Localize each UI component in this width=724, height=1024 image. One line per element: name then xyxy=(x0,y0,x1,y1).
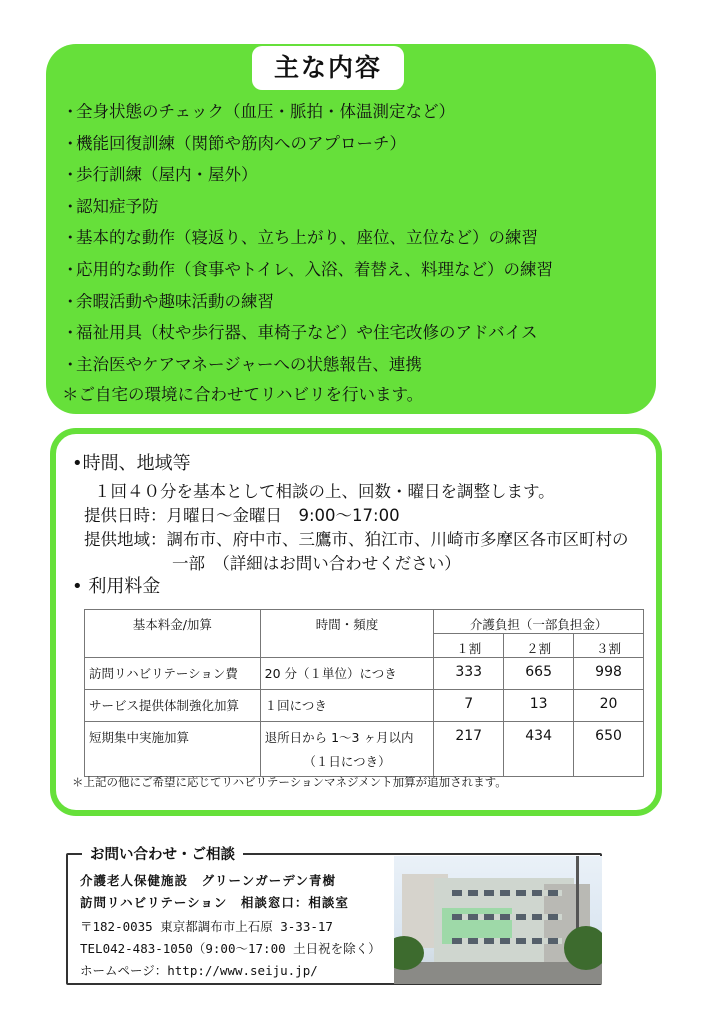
building-photo xyxy=(394,856,602,984)
contact-dept: 訪問リハビリテーション 相談窓口：相談室 xyxy=(80,895,349,910)
list-item: ・認知症予防 xyxy=(62,196,159,216)
schedule-text: １回４０分を基本として相談の上、回数・曜日を調整します。 xyxy=(94,482,555,501)
fee-header-freq: 時間・頻度 xyxy=(260,610,434,658)
main-content-title: 主な内容 xyxy=(252,46,404,90)
table-row: サービス提供体制強化加算 １回につき 7 13 20 xyxy=(85,690,644,722)
fee-heading: • 利用料金 xyxy=(72,576,161,597)
fee-header-burden: 介護負担（一部負担金） xyxy=(434,610,644,634)
homepage-link[interactable]: ホームページ：http://www.seiju.jp/ xyxy=(80,963,318,978)
list-item: ・基本的な動作（寝返り、立ち上がり、座位、立位など）の練習 xyxy=(62,228,538,248)
list-item: ・主治医やケアマネージャーへの状態報告、連携 xyxy=(62,354,422,374)
phone: TEL042-483-1050（9:00～17:00 土日祝を除く） xyxy=(80,941,381,956)
list-item: ・応用的な動作（食事やトイレ、入浴、着替え、料理など）の練習 xyxy=(62,259,554,279)
table-row: 訪問リハビリテーション費 20 分（１単位）につき 333 665 998 xyxy=(85,658,644,690)
list-item: ・福祉用具（杖や歩行器、車椅子など）や住宅改修のアドバイス xyxy=(62,323,538,343)
fee-note: ＊上記の他にご希望に応じてリハビリテーションマネジメント加算が追加されます。 xyxy=(72,775,507,789)
main-content-note: ＊ご自宅の環境に合わせてリハビリを行います。 xyxy=(62,385,424,405)
service-area-cont: 一部 （詳細はお問い合わせください） xyxy=(172,554,461,573)
fee-header-20: ２割 xyxy=(504,634,574,658)
contact-title: お問い合わせ・ご相談 xyxy=(82,843,243,864)
list-item: ・機能回復訓練（関節や筋肉へのアプローチ） xyxy=(62,133,406,153)
fee-header-base: 基本料金/加算 xyxy=(85,610,261,658)
address: 〒182-0035 東京都調布市上石原 3-33-17 xyxy=(80,919,333,934)
fee-header-30: ３割 xyxy=(574,634,644,658)
time-area-heading: •時間、地域等 xyxy=(72,453,191,474)
list-item: ・歩行訓練（屋内・屋外） xyxy=(62,165,258,185)
service-hours: 提供日時：月曜日～金曜日 9:00～17:00 xyxy=(84,506,400,525)
service-area: 提供地域：調布市、府中市、三鷹市、狛江市、川崎市多摩区各市区町村の xyxy=(84,530,629,549)
fee-table xyxy=(84,609,644,777)
list-item: ・全身状態のチェック（血圧・脈拍・体温測定など） xyxy=(62,102,456,121)
facility-name: 介護老人保健施設 グリーンガーデン青樹 xyxy=(80,873,337,888)
table-row: 短期集中実施加算 退所日から 1～3 ヶ月以内 （１日につき） 217 434 650 xyxy=(85,722,644,777)
fee-header-10: １割 xyxy=(434,634,504,658)
list-item: ・余暇活動や趣味活動の練習 xyxy=(62,291,274,311)
main-content-list xyxy=(62,96,652,410)
